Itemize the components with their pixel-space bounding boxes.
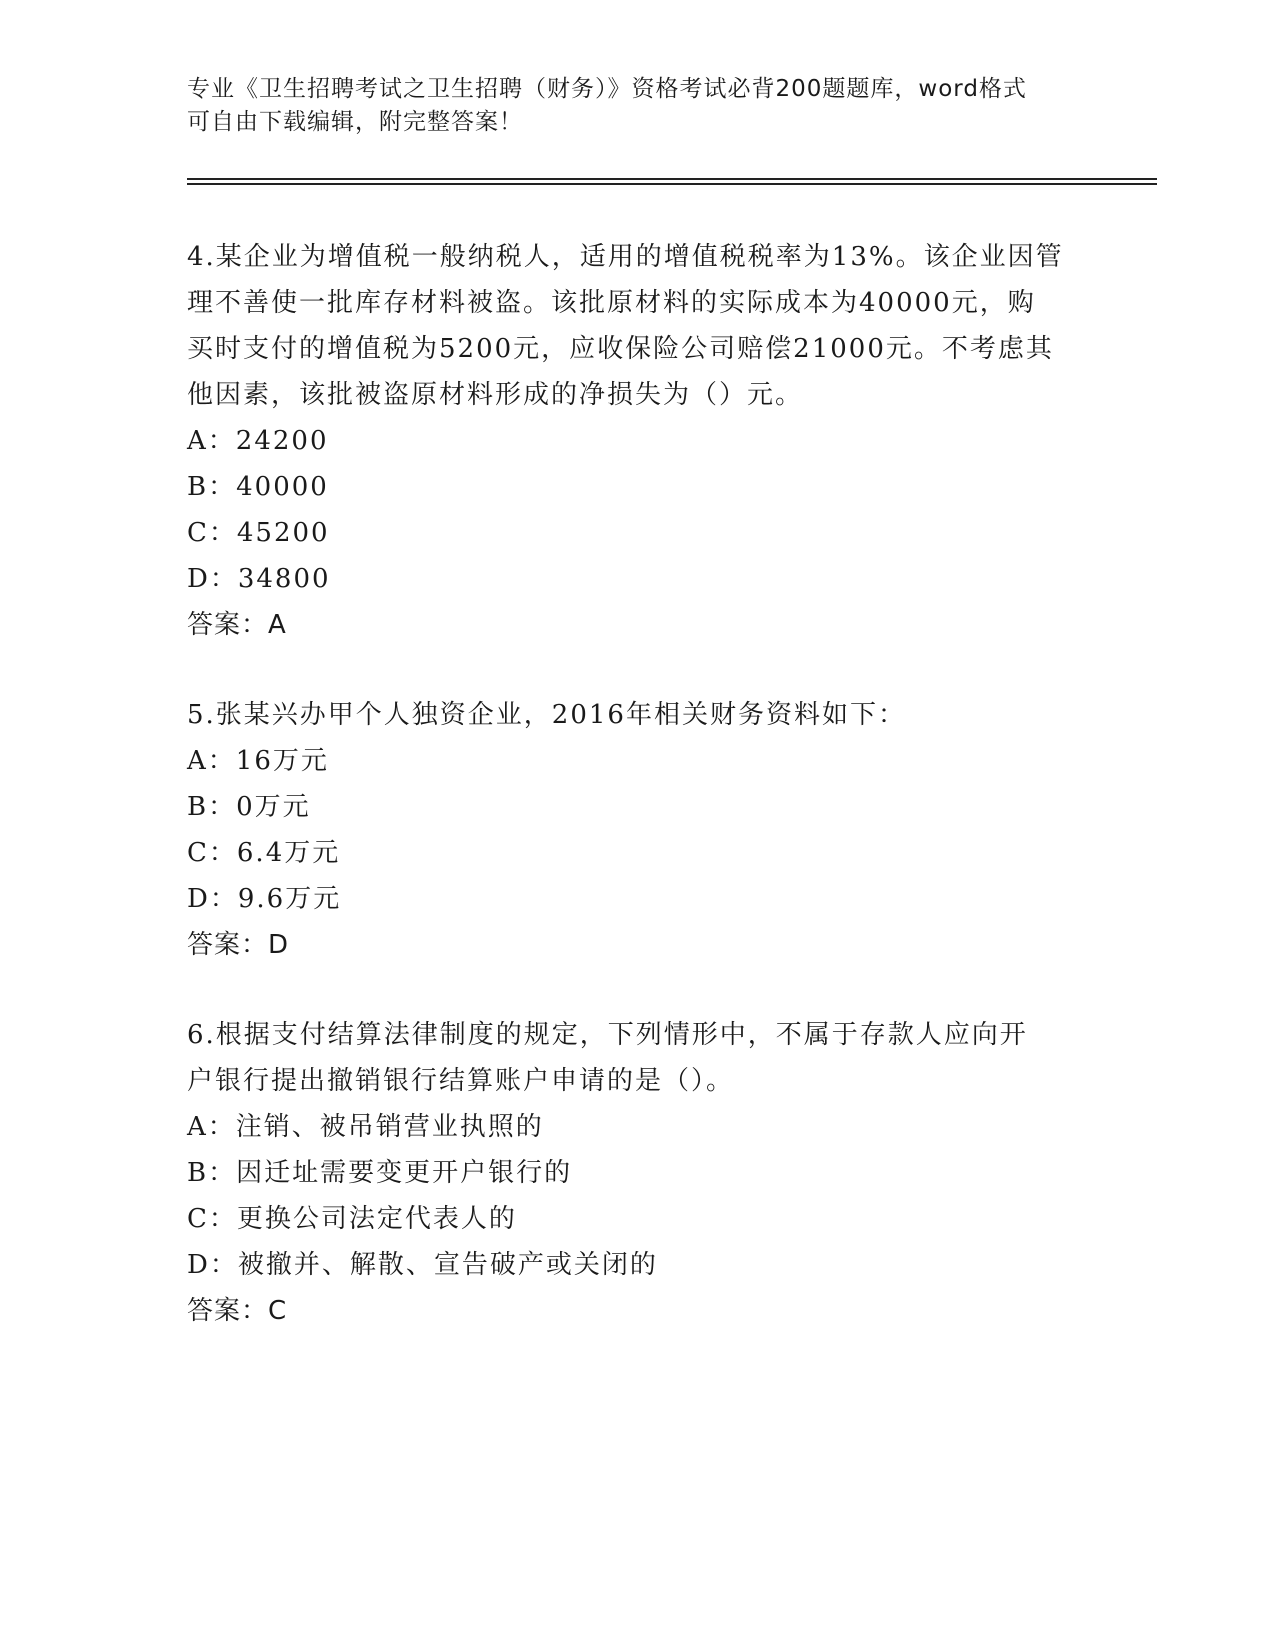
question-5 bbox=[187, 692, 1087, 968]
question-6-answer: 答案：C bbox=[187, 1296, 288, 1326]
question-4-text-line-1: 4.某企业为增值税一般纳税人，适用的增值税税率为13%。该企业因管 bbox=[187, 242, 1064, 272]
header-title-line-1: 专业《卫生招聘考试之卫生招聘（财务）》资格考试必背200题题库，word格式 bbox=[187, 76, 1027, 102]
question-6-option-b: B：因迁址需要变更开户银行的 bbox=[187, 1158, 573, 1188]
question-6-text-line-2: 户银行提出撤销银行结算账户申请的是（）。 bbox=[187, 1066, 735, 1096]
question-6-option-a: A：注销、被吊销营业执照的 bbox=[187, 1112, 544, 1142]
question-4-option-b: B：40000 bbox=[187, 472, 329, 502]
question-5-text-line-1: 5.张某兴办甲个人独资企业，2016年相关财务资料如下： bbox=[187, 700, 906, 730]
document-header bbox=[187, 73, 1067, 139]
question-4-option-d: D：34800 bbox=[187, 564, 331, 594]
question-4-option-c: C：45200 bbox=[187, 518, 330, 548]
question-4-text-line-3: 买时支付的增值税为5200元，应收保险公司赔偿21000元。不考虑其 bbox=[187, 334, 1054, 364]
question-4-text-line-4: 他因素，该批被盗原材料形成的净损失为（）元。 bbox=[187, 380, 804, 410]
question-6-option-c: C：更换公司法定代表人的 bbox=[187, 1204, 517, 1234]
header-divider-bottom bbox=[187, 183, 1157, 185]
question-5-option-c: C：6.4万元 bbox=[187, 838, 341, 868]
question-5-option-a: A：16万元 bbox=[187, 746, 329, 776]
question-4-option-a: A：24200 bbox=[187, 426, 329, 456]
header-divider-top bbox=[187, 178, 1157, 180]
question-4-answer: 答案：A bbox=[187, 610, 287, 640]
question-5-answer: 答案：D bbox=[187, 930, 290, 960]
question-5-option-b: B：0万元 bbox=[187, 792, 311, 822]
question-6 bbox=[187, 1012, 1087, 1334]
question-5-option-d: D：9.6万元 bbox=[187, 884, 342, 914]
question-4-text-line-2: 理不善使一批库存材料被盗。该批原材料的实际成本为40000元，购 bbox=[187, 288, 1036, 318]
header-title-line-2: 可自由下载编辑，附完整答案！ bbox=[187, 109, 523, 135]
question-4 bbox=[187, 234, 1087, 648]
question-6-text-line-1: 6.根据支付结算法律制度的规定，下列情形中，不属于存款人应向开 bbox=[187, 1020, 1028, 1050]
question-6-option-d: D：被撤并、解散、宣告破产或关闭的 bbox=[187, 1250, 658, 1280]
